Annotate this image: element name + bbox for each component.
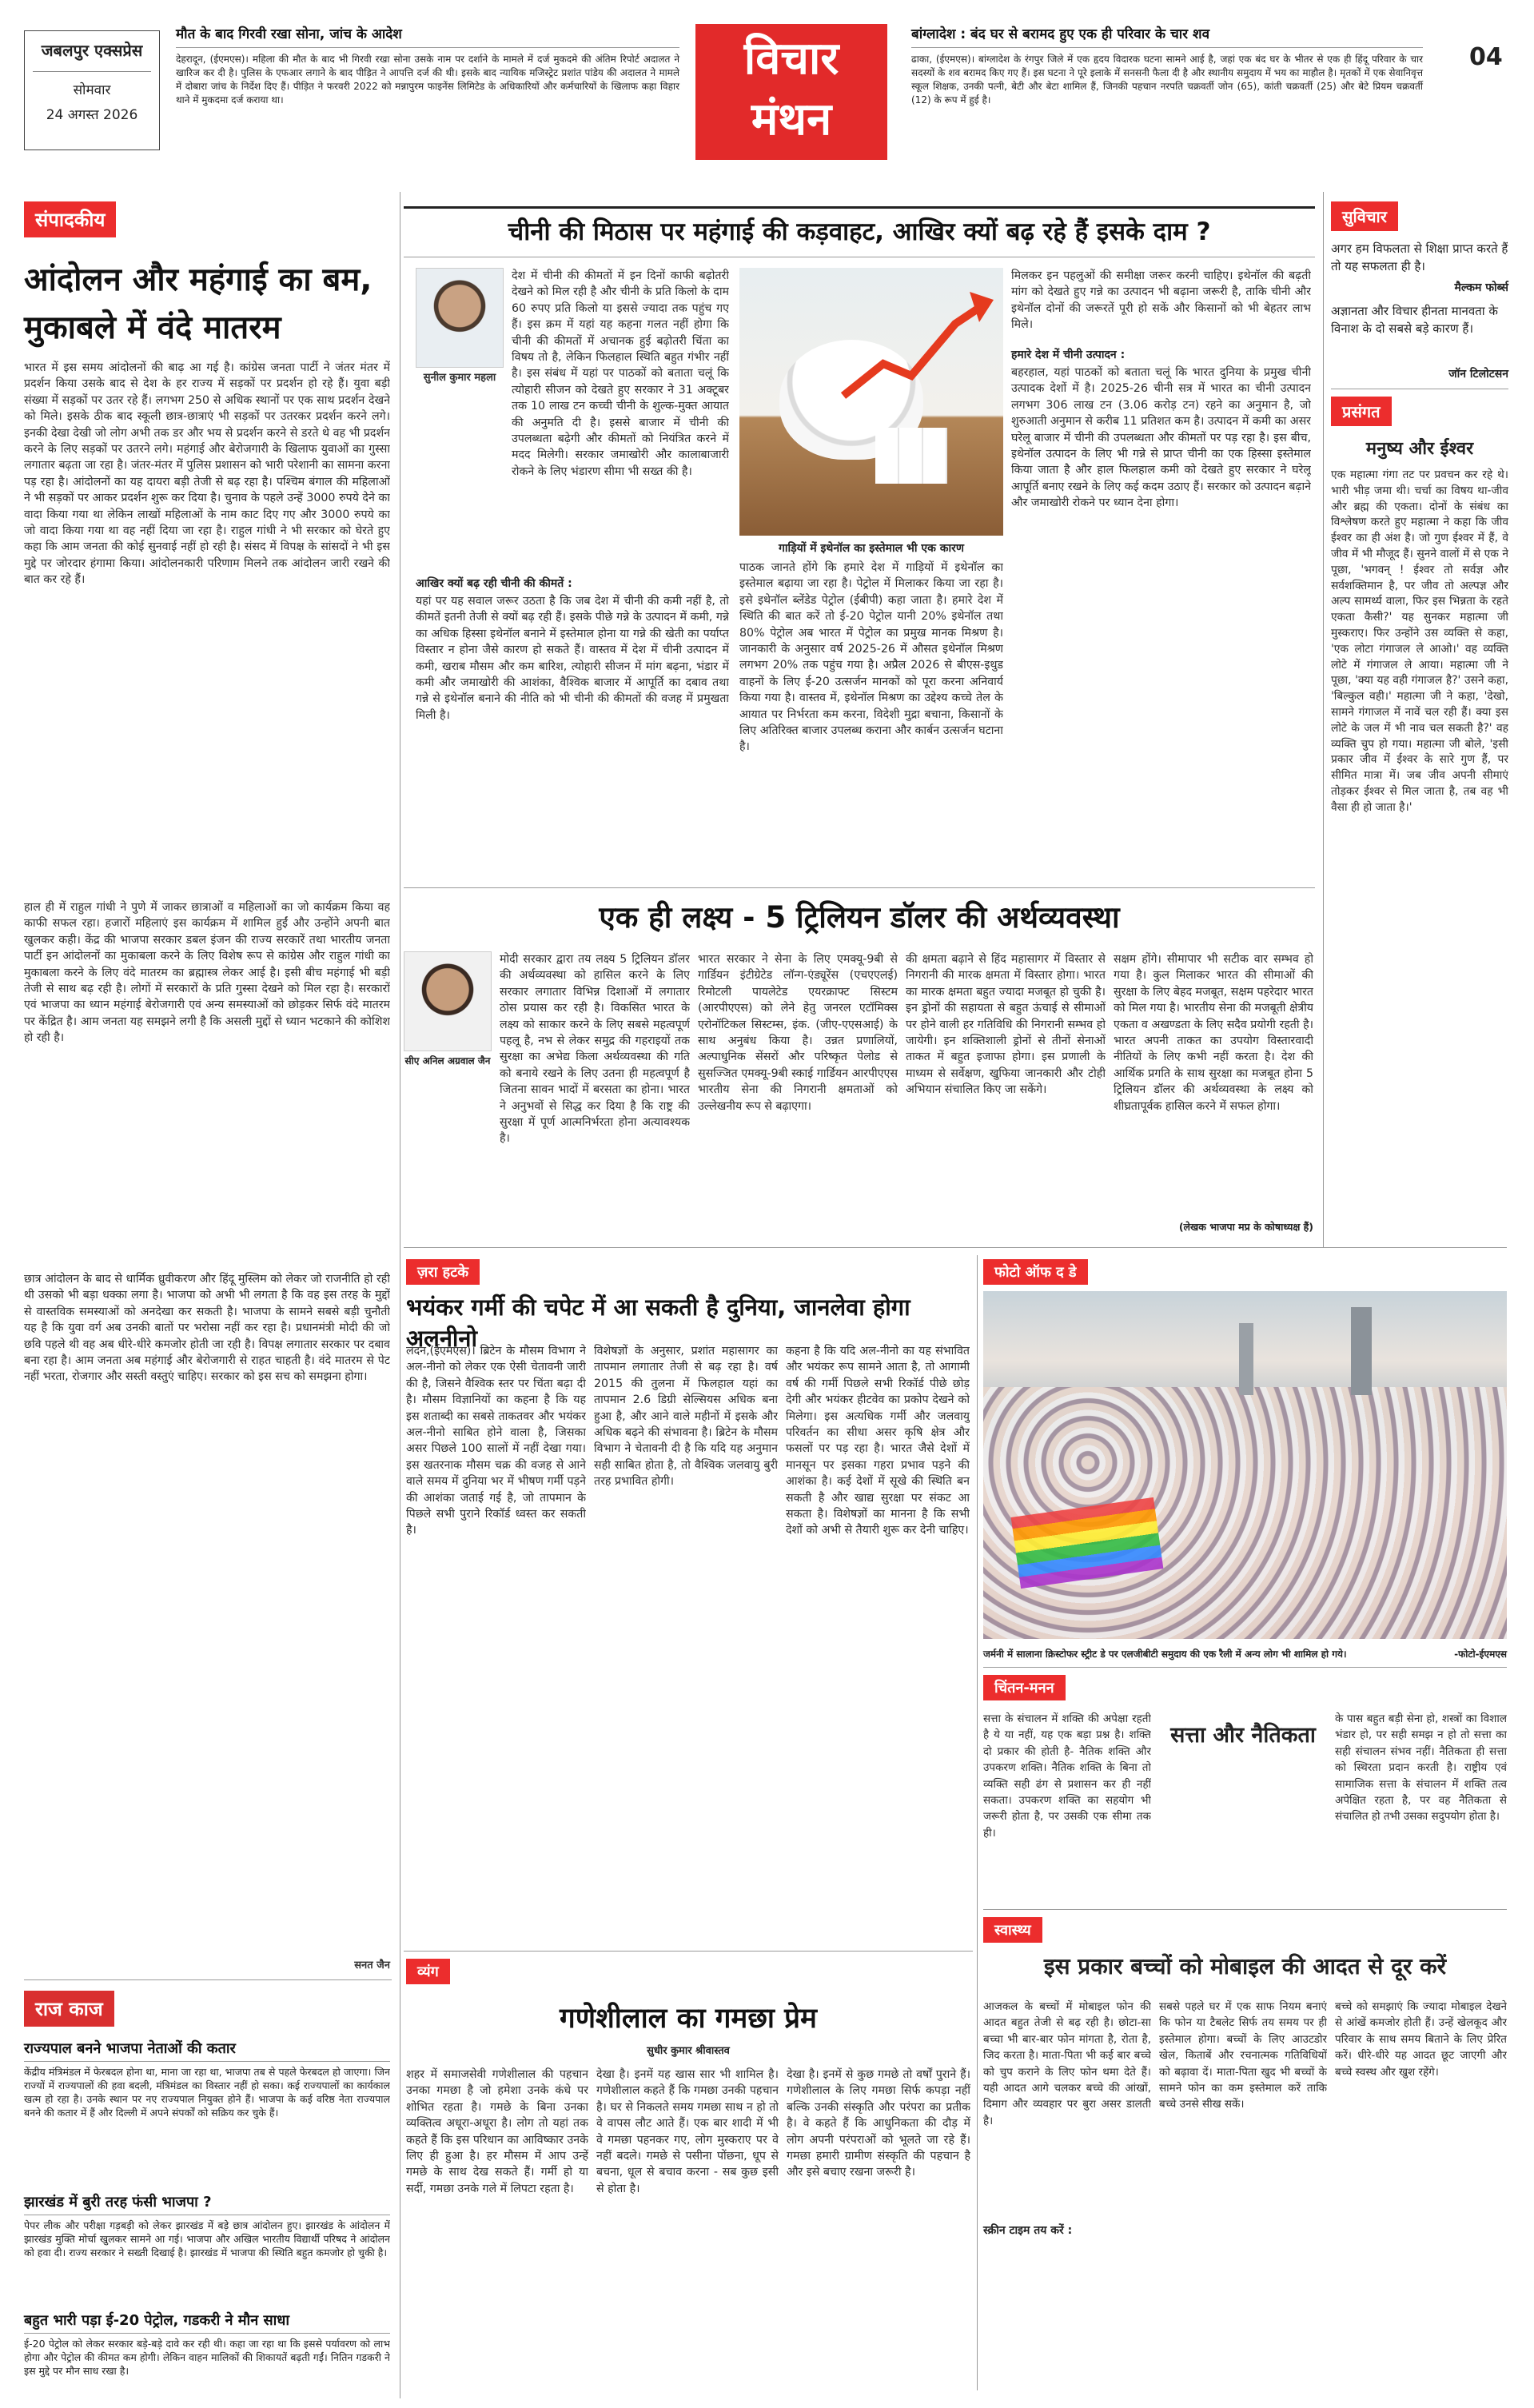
ganeshilal-headline: गणेशीलाल का गमछा प्रेम	[560, 2003, 817, 2035]
divider	[983, 1909, 1507, 1910]
tower-shape	[1239, 1323, 1253, 1395]
trillion-col-2: भारत सरकार ने सेना के लिए एमक्यू-9बी से गार्डियन इंटीग्रेटेड लॉन्ग-एंड्यूरेंस (एचएएलई) रिमोटली पायलेटेड एयरक्राफ्ट सिस्टम (आरपीएएस) को लेने हेतु जनरल एटॉमिक्स एरोनॉटिकल सिस्टम्स, इंक. (जीए-एएसआई) के साथ अनुबंध किया है। उन्नत प्रणालियों, अल्पाधुनिक सेंसरों और परिष्कृत पेलोड से सुसज्जित एमक्यू-9बी स्काई गार्डियन आरपीएएस भारतीय सेना की निगरानी क्षमताओं को उल्लेखनीय रूप से बढ़ाएगा।	[698, 953, 898, 1113]
sugar-cubes-icon	[875, 428, 947, 484]
swasthya-col-2: सबसे पहले घर में एक साफ नियम बनाएं कि फोन या टैबलेट सिर्फ तय समय पर ही इस्तेमाल होगा। बच्चों के लिए आउटडोर खेल, किताबें और रचनात्मक गतिविधियों को बढ़ावा दें। माता-पिता खुद भी बच्चों के सामने फोन का कम इस्तेमाल करें ताकि बच्चे उनसे सीख सकें।	[1159, 2000, 1327, 2111]
sugar-subhead-1: आखिर क्यों बढ़ रही चीनी की कीमतें :	[416, 577, 572, 590]
sugar-col-1: देश में चीनी की कीमतों में इन दिनों काफी बढ़ोतरी देखने को मिल रही है और चीनी के प्रति किलो के दाम 60 रुपए प्रति किलो या इससे ज्यादा तक पहुंच गए हैं। इस क्रम में यहां यह कहना गलत नहीं होगा कि चीनी की कीमतों में अचानक हुई बढ़ोतरी चिंता का विषय तो है, लेकिन फिलहाल स्थिति बहुत गंभीर नहीं है। इस संबंध में यहां पर पाठकों को बताता चलूं कि त्योहारी सीजन को देखते हुए सरकार ने 31 अक्टूबर तक 10 लाख टन कच्ची चीनी के शुल्क-मुक्त आयात की अनुमति दी है। इससे बाजार में चीनी की उपलब्धता बढ़ेगी और कीमतों को नियंत्रित करने में मदद मिलेगी। सरकार जमाखोरी और कालाबाजारी रोकने के लिए भंडारण सीमा भी सख्त की है।	[512, 269, 729, 478]
swasthya-subhead: स्क्रीन टाइम तय करें :	[983, 2224, 1073, 2237]
sugar-caption: गाड़ियों में इथेनॉल का इस्तेमाल भी एक कारण	[779, 542, 964, 555]
heatwave-col-1: लंदन,(ईएमएस)। ब्रिटेन के मौसम विभाग ने अल-नीनो को लेकर एक ऐसी चेतावनी जारी की है, जिसने वैश्विक स्तर पर चिंता बढ़ा दी है। मौसम विज्ञानियों का कहना है कि यह इस शताब्दी का सबसे ताकतवर और भयंकर अल-नीनो साबित होने वाला है, जिसका असर पिछले 100 सालों में नहीं देखा गया। इस खतरनाक मौसम चक्र की वजह से आने वाले समय में दुनिया भर में भीषण गर्मी पड़ने की आशंका जताई गई है, जो तापमान के पिछले सभी पुराने रिकॉर्ड ध्वस्त कर सकती है।	[406, 1345, 586, 1537]
sugar-author-photo	[416, 268, 504, 368]
divider	[1323, 192, 1324, 1247]
photo-of-day-caption: जर्मनी में सालाना क्रिस्टोफर स्ट्रीट डे पर एलजीबीटी समुदाय की एक रैली में अन्य लोग भी शामिल हो गये।	[983, 1649, 1347, 1660]
divider	[404, 887, 1315, 888]
divider	[24, 1979, 392, 1980]
ganeshilal-col-2: देखा है। इनमें यह खास सार भी शामिल है। गणेशीलाल कहते हैं कि गमछा उनकी पहचान है। घर से निकलते समय गमछा साथ न हो तो वे वापस लौट आते हैं। एक बार शादी में भी वे गमछा पहनकर गए, लोग मुस्कराए पर वे नहीं बदले। गमछे से पसीना पोंछना, धूप से बचना, धूल से बचाव करना - सब कुछ इसी से होता है।	[596, 2068, 779, 2195]
raajkaaj-item-3-text: ई-20 पेट्रोल को लेकर सरकार बड़े-बड़े दावे कर रही थी। कहा जा रहा था कि इससे पर्यावरण को लाभ होगा और पेट्रोल की कीमत कम होगी। लेकिन वाहन मालिकों की शिकायतें बढ़ती गईं। नितिन गडकरी ने इस मुद्दे पर मौन साध रखा है।	[24, 2338, 390, 2377]
brief-1-title: मौत के बाद गिरवी रखा सोना, जांच के आदेश	[176, 24, 679, 48]
swasthya-headline: इस प्रकार बच्चों को मोबाइल की आदत से दूर करें	[1043, 1953, 1447, 1979]
info-divider	[33, 71, 151, 72]
brief-2-title: बांग्लादेश : बंद घर से बरामद हुए एक ही परिवार के चार शव	[911, 24, 1423, 48]
masthead	[0, 0, 1534, 160]
raajkaaj-item-3	[24, 2310, 390, 2401]
sugar-headline-bar	[404, 206, 1315, 257]
raajkaaj-item-2-title: झारखंड में बुरी तरह फंसी भाजपा ?	[24, 2192, 390, 2215]
ganeshilal-author: सुधीर कुमार श्रीवास्तव	[647, 2045, 730, 2057]
suvichar-quote-2: अज्ञानता और विचार हीनता मानवता के विनाश के दो सबसे बड़े कारण हैं।	[1331, 304, 1498, 336]
prasangat-tag: प्रसंगत	[1331, 397, 1392, 426]
date-label: 24 अगस्त 2026	[46, 107, 138, 123]
editorial-body-3: छात्र आंदोलन के बाद से धार्मिक ध्रुवीकरण और हिंदू मुस्लिम को लेकर जो राजनीति हो रही थी उसको भी बड़ा धक्का लगा है। भाजपा को अभी भी लगता है कि वह इस तरह के मुद्दों से वास्तविक समस्याओं को अनदेखा कर सकती है। भाजपा के सामने सबसे बड़ी चुनौती यह है कि युवा वर्ग अब उनकी बातों पर भरोसा नहीं कर रहा है। प्रधानमंत्री मोदी की जो छवि पहले थी वह अब धीरे-धीरे कमजोर होती जा रही है। विपक्ष लगातार सरकार पर दबाव बना रहा है। आम जनता अब महंगाई और बेरोजगारी से राहत चाहती है। वंदे मातरम से पेट नहीं भरता, रोजगार और सस्ती वस्तुएं चाहिए। सरकार को इस सच को समझना होगा।	[24, 1273, 390, 1384]
sugar-image	[739, 268, 1003, 536]
raajkaaj-tag: राज काज	[24, 1991, 114, 2027]
swasthya-col-3: बच्चे को समझाएं कि ज्यादा मोबाइल देखने से आंखें कमजोर होती हैं। उन्हें खेलकूद और परिवार के साथ समय बिताने के लिए प्रेरित करें। धीरे-धीरे यह आदत छूट जाएगी और बच्चे स्वस्थ और खुश रहेंगे।	[1335, 2000, 1507, 2079]
raajkaaj-item-2	[24, 2192, 390, 2306]
divider	[977, 1255, 978, 2390]
brief-2-text: ढाका, (ईएमएस)। बांग्लादेश के रंगपुर जिले में एक हृदय विदारक घटना सामने आई है, जहां एक बंद घर के भीतर से एक ही हिंदू परिवार के चार सदस्यों के शव बरामद किए गए हैं। इस घटना ने पूरे इलाके में सनसनी फैला दी है और स्थानीय समुदाय में भय का माहौल है। मृतकों में एक सेवानिवृत्त स्कूल शिक्षक, उनकी पत्नी, बेटी और बेटा शामिल हैं, जिनकी पहचान नरपति चक्रवर्ती जोन (65), कांती चक्रवर्ती (25) और बेटे प्रियम चक्रवर्ती (12) के रूप में हुई है।	[911, 54, 1423, 106]
day-label: सोमवार	[73, 82, 111, 98]
ganeshilal-tag: व्यंग	[406, 1959, 450, 1984]
trillion-headline: एक ही लक्ष्य - 5 ट्रिलियन डॉलर की अर्थव्यवस्था	[599, 900, 1120, 935]
ganeshilal-col-3: देखा है। इनमें से कुछ गमछे तो वर्षों पुराने हैं। गणेशीलाल के लिए गमछा सिर्फ कपड़ा नहीं बल्कि उनकी संस्कृति और परंपरा का प्रतीक है। वे कहते हैं कि आधुनिकता की दौड़ में लोग अपनी परंपराओं को भूलते जा रहे हैं। गमछा हमारी ग्रामीण संस्कृति की पहचान है और इसे बचाए रखना जरूरी है।	[787, 2068, 970, 2179]
trillion-note: (लेखक भाजपा मप्र के कोषाध्यक्ष हैं)	[1178, 1221, 1313, 1233]
suvichar-author-1: मैल्कम फोर्ब्स	[1454, 281, 1508, 294]
page-number: 04	[1469, 43, 1503, 71]
divider	[404, 1951, 973, 1952]
paper-name: जबलपुर एक्सप्रेस	[41, 41, 143, 60]
logo-line-2: मंथन	[751, 94, 832, 146]
sugar-author: सुनील कुमार महला	[423, 372, 496, 384]
sugar-col-2: यहां पर यह सवाल जरूर उठता है कि जब देश में चीनी की कमी नहीं है, तो कीमतें इतनी तेजी से क्यों बढ़ रही हैं। इसके पीछे गन्ने के उत्पादन में कमी, गन्ने का अधिक हिस्सा इथेनॉल बनाने में इस्तेमाल होना या गन्ने की खेती का पर्याप्त विस्तार न होना जैसे कारण हो सकते हैं। वास्तव में देश में चीनी उत्पादन में कमी, खराब मौसम और कम बारिश, त्योहारी सीजन में मांग बढ़ना, भंडार में कमी और जमाखोरी की आशंका, वैश्विक बाजार में आपूर्ति का दबाव तथा गन्ने से इथेनॉल बनाने की नीति को भी चीनी की कीमतों की वजह में प्रमुखता मिली है।	[416, 595, 729, 722]
rising-arrow-icon	[835, 284, 995, 412]
trillion-author: सीए अनिल अग्रवाल जैन	[404, 1055, 491, 1066]
suvichar-tag: सुविचार	[1331, 201, 1398, 231]
divider	[404, 1247, 1507, 1248]
photo-of-day-credit: -फोटो-ईएमएस	[1454, 1649, 1507, 1660]
raajkaaj-item-1-text: केंद्रीय मंत्रिमंडल में फेरबदल होना था, माना जा रहा था, भाजपा तब से पहले फेरबदल हो जाएगा। जिन राज्यों में राज्यपालों की हवा बदली, मंत्रिमंडल का विस्तार नहीं हो सका। कई राज्यपालों का कार्यकाल खत्म हो रहा है। उनके स्थान पर नए राज्यपाल नियुक्त होने हैं। भाजपा के कई वरिष्ठ नेता राज्यपाल बनने की कतार में हैं और दिल्ली में अपने संपर्कों को सक्रिय कर चुके हैं।	[24, 2066, 390, 2119]
trillion-col-4: सक्षम होंगे। सीमापार भी सटीक वार सम्भव हो गया है। कुल मिलाकर भारत की सीमाओं की सुरक्षा के लिए बेहद मजबूत, सक्षम पहरेदार भारत को मिल गया है। भारतीय सेना की मजबूती क्षेत्रीय एकता व अखण्डता के लिए सदैव प्रयोगी रहती है। भारत अपनी ताकत का उपयोग विस्तारवादी नीतियों के लिए कभी नहीं करता है। देश की आर्थिक प्रगति के साथ सुरक्षा का मजबूत होना 5 ट्रिलियन डॉलर की अर्थव्यवस्था के लक्ष्य को शीघ्रतापूर्वक हासिल करने में सफल होगा।	[1114, 953, 1313, 1113]
heatwave-tag: ज़रा हटके	[406, 1259, 480, 1285]
editorial-body-1: भारत में इस समय आंदोलनों की बाढ़ आ गई है। कांग्रेस जनता पार्टी ने जंतर मंतर में प्रदर्शन किया उसके बाद से देश के हर राज्य में सड़कों पर प्रदर्शन हो रहे हैं। युवा बड़ी संख्या में सड़कों पर उतर रहे हैं। लगभग 250 से अधिक स्थानों पर एक साथ प्रदर्शन देखने को मिले। इसके ठीक बाद स्कूली छात्र-छात्राएं भी सड़कों पर उतरकर प्रदर्शन करने लगे। इनकी देखा देखी जो लोग अभी तक डर और भय से प्रदर्शन करने से डरते थे वह भी प्रदर्शन करने के लिए सड़कों पर उतरने लगे। महंगाई और बेरोजगारी के खिलाफ युवाओं का गुस्सा लगातार बढ़ता जा रहा है। जंतर-मंतर में पुलिस प्रशासन को भारी परेशानी का सामना करना पड़ रहा है। आंदोलनों का यह दायरा बड़ी तेजी से बढ़ रहा है। पश्चिम बंगाल की महिलाओं ने भी सड़कों पर आकर प्रदर्शन शुरू कर दिया है। चुनाव के पहले उन्हें 3000 रुपये देने का वादा किया गया था लेकिन लाखों महिलाओं के नाम काट दिए गए और 3000 रुपये का जो वादा किया गया था वह नहीं दिया जा रहा है। राहुल गांधी ने भी सरकार को घेरते हुए कहा कि आम जनता की कोई सुनवाई नहीं हो रही है। संसद में विपक्ष के सांसदों ने भी इस मुद्दे पर जोरदार हंगामा किया। आंदोलनकारी परिणाम मिलने तक आंदोलन जारी रखने की बात कर रहे हैं।	[24, 361, 390, 587]
raajkaaj-item-1-title: राज्यपाल बनने भाजपा नेताओं की कतार	[24, 2039, 390, 2062]
sugar-col-3: पाठक जानते होंगे कि हमारे देश में गाड़ियों में इथेनॉल का इस्तेमाल बढ़ाया जा रहा है। पेट्रोल में मिलाकर किया जा रहा है। इसे इथेनॉल ब्लेंडेड पेट्रोल (ईबीपी) कहा जाता है। हमारे देश में स्थिति की बात करें तो ई-20 पेट्रोल यानी 20% इथेनॉल तथा 80% पेट्रोल अब भारत में पेट्रोल का प्रमुख मानक मिश्रण है। जानकारी के अनुसार वर्ष 2025-26 में औसत इथेनॉल मिश्रण लगभग 20% तक पहुंच गया है। अप्रैल 2026 से बीएस-इथुड वाहनों के लिए ई-20 उत्सर्जन मानकों को पूरा करना अनिवार्य किया गया है। वास्तव में, इथेनॉल मिश्रण का उद्देश्य कच्चे तेल के आयात पर निर्भरता कम करना, विदेशी मुद्रा बचाना, किसानों के लिए अतिरिक्त बाजार उपलब्ध कराना और कार्बन उत्सर्जन घटाना है।	[739, 561, 1003, 754]
chintan-col-1: सत्ता के संचालन में शक्ति की अपेक्षा रहती है ये या नहीं, यह एक बड़ा प्रश्न है। शक्ति दो प्रकार की होती है- नैतिक शक्ति और उपकरण शक्ति। नैतिक शक्ति के बिना तो व्यक्ति सही ढंग से प्रशासन कर ही नहीं सकता। उपकरण शक्ति का सहयोग भी जरूरी होता है, पर उसकी एक सीमा तक ही।	[983, 1712, 1151, 1840]
chintan-tag: चिंतन-मनन	[983, 1675, 1066, 1700]
trillion-col-1: मोदी सरकार द्वारा तय लक्ष्य 5 ट्रिलियन डॉलर की अर्थव्यवस्था को हासिल करने के लिए सरकार लगातार विभिन्न दिशाओं में लगातार ठोस प्रयास कर रही है। विकसित भारत के लक्ष्य को साकार करने के लिए सबसे महत्वपूर्ण पहलू है, नभ से लेकर समुद्र की गहराइयों तक सुरक्षा का अभेद्य किला अर्थव्यवस्था की गति को बनाये रखने के लिए उतना ही महत्वपूर्ण है जितना सावन भादों में बरसता का होना। भारत ने अनुभवों से सिद्ध कर दिया है कि राष्ट्र की सुरक्षा में पूर्ण आत्मनिर्भरता होना अत्यावश्यक है।	[500, 953, 690, 1146]
sugar-col-4b: बहरहाल, यहां पाठकों को बताता चलूं कि भारत दुनिया के प्रमुख चीनी उत्पादक देशों में है। 2025-26 चीनी सत्र में भारत का चीनी उत्पादन लगभग 306 लाख टन (3.06 करोड़ टन) रहने का अनुमान है, जो शुरुआती अनुमान से करीब 11 प्रतिशत कम है। उत्पादन में कमी का असर घरेलू बाजार में चीनी की उपलब्धता और कीमतों पर पड़ रहा है। इस बीच, इथेनॉल उत्पादन के लिए भी गन्ने से प्राप्त चीनी का एक हिस्सा इस्तेमाल किया जाता है और हाल फिलहाल कमी को देखते हुए सरकार ने घरेलू आपूर्ति बनाए रखने के लिए कई कदम उठाए हैं। सरकार को उत्पादन बढ़ाने और जमाखोरी रोकने पर ध्यान देना होगा।	[1011, 366, 1311, 510]
raajkaaj-item-2-text: पेपर लीक और परीक्षा गड़बड़ी को लेकर झारखंड में बड़े छात्र आंदोलन हुए। झारखंड के आंदोलन में झारखंड मुक्ति मोर्चा खुलकर सामने आ गई। भाजपा और अखिल भारतीय विद्यार्थी परिषद ने आंदोलन को हवा दी। राज्य सरकार ने सख्ती दिखाई है। झारखंड में भाजपा की स्थिति बहुत कमजोर हो चुकी है।	[24, 2219, 390, 2258]
suvichar-quote-1: अगर हम विफलता से शिक्षा प्राप्त करते हैं तो यह सफलता ही है।	[1331, 241, 1508, 273]
brief-2	[911, 24, 1423, 107]
heatwave-col-3: कहना है कि यदि अल-नीनो का यह संभावित और भयंकर रूप सामने आता है, तो आगामी वर्ष की गर्मी पिछले सभी रिकॉर्ड पीछे छोड़ देगी और भयंकर हीटवेव का प्रकोप देखने को मिलेगा। इस अत्यधिक गर्मी और जलवायु परिवर्तन का सीधा असर कृषि क्षेत्र और फसलों पर पड़ रहा है। भारत जैसे देशों में मानसून पर इसका गहरा प्रभाव पड़ने की आशंका है। कई देशों में सूखे की स्थिति बन सकती है और खाद्य सुरक्षा पर संकट आ सकता है। विशेषज्ञों का मानना है कि सभी देशों को अभी से तैयारी शुरू कर देनी चाहिए।	[786, 1345, 970, 1537]
chintan-col-2: के पास बहुत बड़ी सेना हो, शस्त्रों का विशाल भंडार हो, पर सही समझ न हो तो सत्ता का सही संचालन संभव नहीं। नैतिकता ही सत्ता को स्थिरता प्रदान करती है। राष्ट्रीय एवं सामाजिक सत्ता के संचालन में शक्ति तत्व अपेक्षित रहता है, पर वह नैतिकता से संचालित हो तभी उसका सदुपयोग होता है।	[1335, 1712, 1507, 1824]
trillion-author-photo	[404, 951, 492, 1051]
editorial-tag: संपादकीय	[24, 201, 116, 237]
paper-info-box	[24, 30, 160, 150]
brief-1-text: देहरादून, (ईएमएस)। महिला की मौत के बाद भी गिरवी रखा सोना उसके नाम पर दर्शाने के मामले में दर्ज मुकदमे की अंतिम रिपोर्ट अदालत ने खारिज कर दी है। पुलिस के एफआर लगाने के बाद पीड़ित ने आपत्ति दर्ज की थी। इसके बाद न्यायिक मजिस्ट्रेट प्रशांत पांडेय की अदालत ने मामले में दोबारा जांच के निर्देश दिए हैं। पीड़ित ने फरवरी 2022 को मन्नापुरम फाइनेंस लिमिटेड के अधिकारियों और कर्मचारियों के खिलाफ कहा विहार थाने में मुकदमा दर्ज कराया था।	[176, 54, 679, 106]
prasangat-headline: मनुष्य और ईश्वर	[1365, 439, 1474, 459]
brief-1	[176, 24, 679, 107]
ganeshilal-col-1: शहर में समाजसेवी गणेशीलाल की पहचान उनका गमछा है जो हमेशा उनके कंधे पर शोभित रहता है। गमछे के बिना उनका व्यक्तित्व अधूरा-अधूरा है। लोग तो यहां तक कहते हैं कि इस परिधान का आविष्कार उनके लिए ही हुआ है। हर मौसम में आप उन्हें गमछे के साथ देख सकते हैं। गर्मी हो या सर्दी, गमछा उनके गले में लिपटा रहता है।	[406, 2068, 588, 2195]
swasthya-tag: स्वास्थ्य	[983, 1917, 1042, 1943]
sugar-headline: चीनी की मिठास पर महंगाई की कड़वाहट, आखिर क्यों बढ़ रहे हैं इसके दाम ?	[508, 217, 1211, 246]
prasangat-body: एक महात्मा गंगा तट पर प्रवचन कर रहे थे। भारी भीड़ जमा थी। चर्चा का विषय था-जीव और ब्रह्म की एकता। दोनों के संबंध का विश्लेषण करते हुए महात्मा ने कहा कि जीव ईश्वर का ही अंश है। जो गुण ईश्वर में हैं, वे जीव में भी मौजूद हैं। सुनने वालों में से एक ने पूछा, 'भगवन् ! ईश्वर तो सर्वज्ञ और सर्वशक्तिमान है, पर जीव तो अल्पज्ञ और अल्प सामर्थ्य वाला, फिर इस भिन्नता के रहते एकता कैसी?' यह सुनकर महात्मा जी मुस्कराए। फिर उन्होंने उस व्यक्ति से कहा, 'एक लोटा गंगाजल ले आओ।' वह व्यक्ति लोटे में गंगाजल ले आया। महात्मा जी ने पूछा, 'क्या यह वही गंगाजल है?' उसने कहा, 'बिल्कुल वही।' महात्मा जी ने कहा, 'देखो, सामने गंगाजल में नावें चल रही हैं। क्या इस लोटे के जल में भी नाव चल सकती है?' वह व्यक्ति चुप हो गया। महात्मा जी बोले, 'इसी प्रकार जीव में ईश्वर के सारे गुण हैं, पर सीमित मात्रा में। जब जीव अपनी सीमाएं तोड़कर ईश्वर से मिल जाता है, तब वह भी वैसा ही हो जाता है।'	[1331, 468, 1508, 814]
trillion-col-3: की क्षमता बढ़ाने से हिंद महासागर में विस्तार से निगरानी की मारक क्षमता में विस्तार होगा। भारत का मारक क्षमता बहुत ज्यादा मजबूत हो चुकी है। इन ड्रोनों की सहायता से बहुत ऊंचाई से सीमाओं पर होने वाली हर गतिविधि की निगरानी सम्भव हो जायेगी। इन शक्तिशाली ड्रोनों से तीनों सेनाओं ताकत में बहुत इजाफा होगा। इस प्रणाली के माध्यम से सर्वेक्षण, खुफिया जानकारी और टोही अभियान संचालित किए जा सकेंगे।	[906, 953, 1106, 1097]
photo-of-day-image	[983, 1291, 1507, 1639]
heatwave-col-2: विशेषज्ञों के अनुसार, प्रशांत महासागर का तापमान लगातार तेजी से बढ़ रहा है। वर्ष 2015 की तुलना में फिलहाल यहां का तापमान 2.6 डिग्री सेल्सियस अधिक बना हुआ है, और आने वाले महीनों में इसके और अधिक बढ़ने की संभावना है। ब्रिटेन के मौसम विभाग ने चेतावनी दी है कि यदि यह अनुमान सही साबित होता है, तो वैश्विक जलवायु बुरी तरह प्रभावित होगी।	[594, 1345, 778, 1489]
logo-line-1: विचार	[743, 33, 839, 85]
editorial-headline: आंदोलन और महंगाई का बम, मुकाबले में वंदे मातरम	[24, 261, 373, 346]
sugar-col-4: मिलकर इन पहलुओं की समीक्षा जरूर करनी चाहिए। इथेनॉल की बढ़ती मांग को देखते हुए गन्ने का उत्पादन भी बढ़ाना जरूरी है, ताकि चीनी और इथेनॉल दोनों की जरूरतें पूरी हो सकें और किसानों को भी बेहतर लाभ मिले।	[1011, 269, 1311, 332]
vichar-manthan-logo	[695, 24, 887, 160]
tower-shape	[1351, 1307, 1372, 1395]
raajkaaj-item-1	[24, 2039, 390, 2185]
sugar-subhead-2: हमारे देश में चीनी उत्पादन :	[1011, 349, 1126, 361]
heatwave-headline: भयंकर गर्मी की चपेट में आ सकती है दुनिया, जानलेवा होगा अलनीनो	[406, 1294, 910, 1352]
divider	[983, 1667, 1507, 1668]
swasthya-col-1: आजकल के बच्चों में मोबाइल फोन की आदत बहुत तेजी से बढ़ रही है। छोटा-सा बच्चा भी बार-बार फोन मांगता है, रोता है, जिद करता है। माता-पिता भी कई बार बच्चे को चुप कराने के लिए फोन थमा देते हैं। यही आदत आगे चलकर बच्चे की आंखों, दिमाग और व्यवहार पर बुरा असर डालती है।	[983, 2000, 1151, 2127]
suvichar-author-2: जॉन टिलोटसन	[1448, 368, 1508, 381]
raajkaaj-item-3-title: बहुत भारी पड़ा ई-20 पेट्रोल, गडकरी ने मौन साधा	[24, 2310, 390, 2334]
editorial-author: सनत जैन	[354, 1959, 390, 1971]
chintan-headline: सत्ता और नैतिकता	[1170, 1723, 1316, 1748]
editorial-body-2: हाल ही में राहुल गांधी ने पुणे में जाकर छात्राओं व महिलाओं का जो कार्यक्रम किया वह काफी सफल रहा। हजारों महिलाएं इस कार्यक्रम में शामिल हुईं और उन्होंने अपनी बात खुलकर कही। केंद्र की भाजपा सरकार डबल इंजन की राज्य सरकारें तथा भारतीय जनता पार्टी इन आंदोलनों का मुकाबला करने के लिए विशेष रूप से कांग्रेस और राहुल गांधी का मुकाबला करने के लिए वंदे मातरम का ब्रह्मास्त्र लेकर आई है। इसी बीच महंगाई भी बड़ी तेजी से साथ बढ़ रही है। लोगों में सरकारों के प्रति गुस्सा देखने को मिल रहा है। सरकारों एवं भाजपा का ध्यान महंगाई बेरोजगारी एवं अन्य समस्याओं को छोड़कर सिर्फ वंदे मातरम पर केंद्रित है। आम जनता यह समझने लगी है कि असली मुद्दों से ध्यान भटकाने की कोशिश हो रही है।	[24, 901, 390, 1045]
photo-of-day-tag: फोटो ऑफ द डे	[983, 1259, 1088, 1285]
